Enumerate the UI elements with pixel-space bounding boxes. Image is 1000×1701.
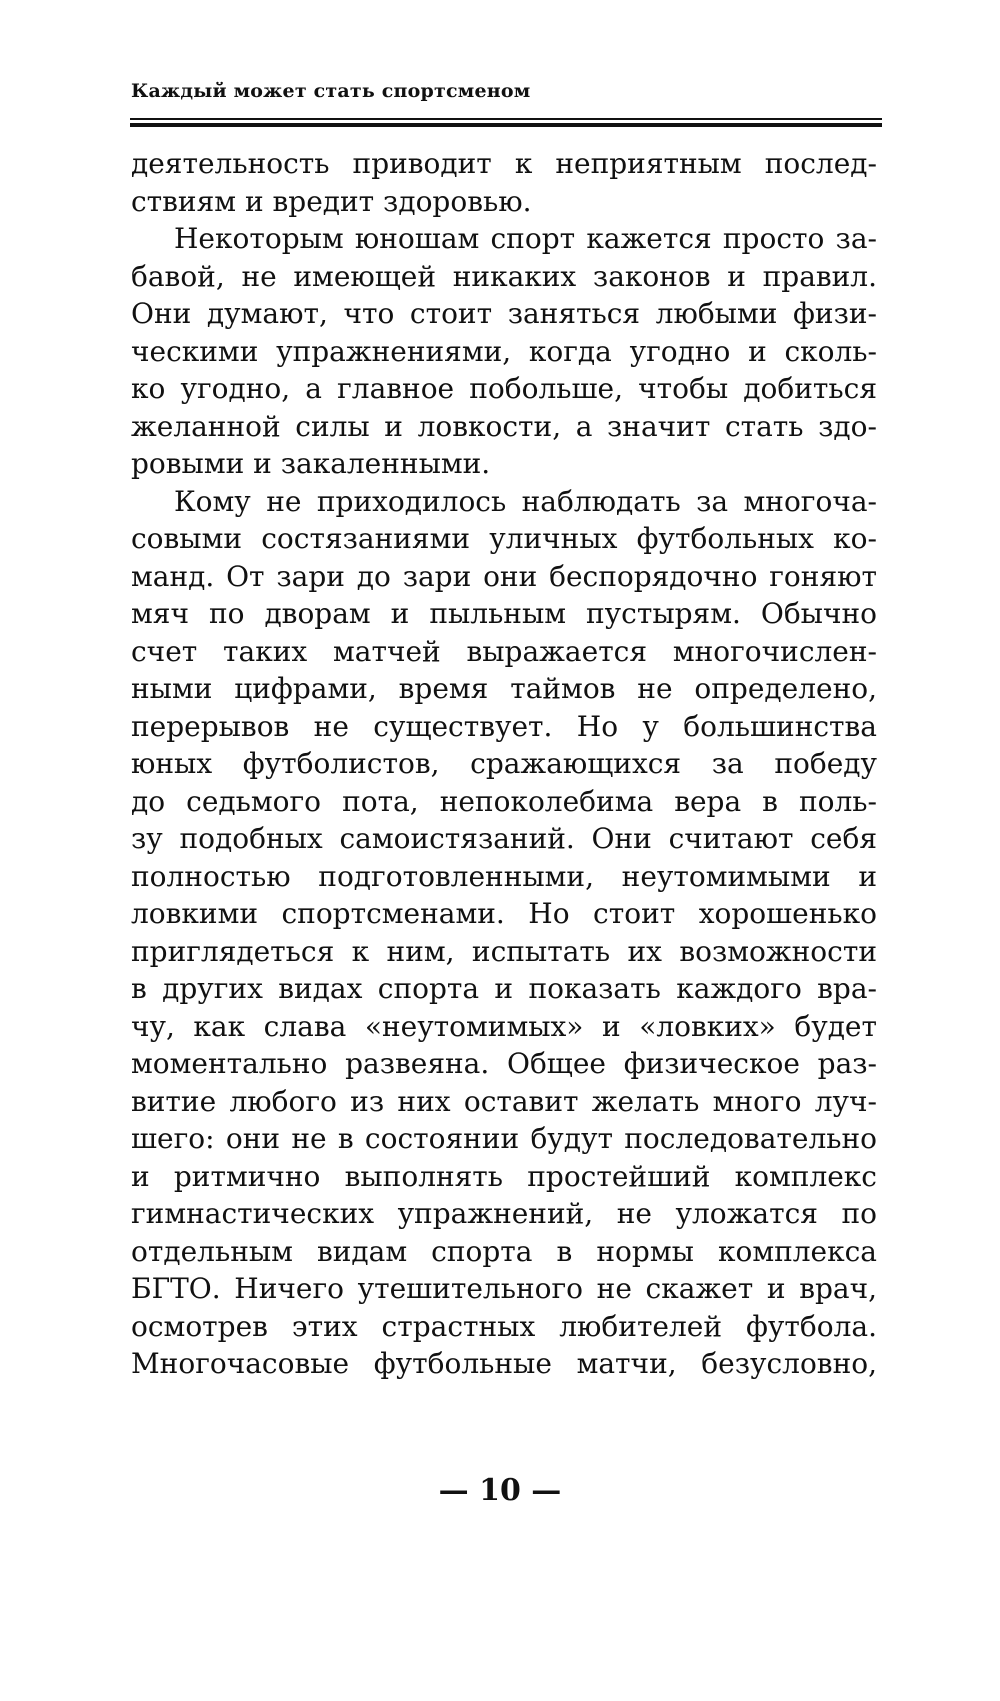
text-line: перерывов не существует. Но у большинства [131,709,877,743]
text-line: мяч по дворам и пыльным пустырям. Обычно [131,597,877,630]
text-line: Многочасовые футбольные матчи, безусловно, [131,1347,877,1380]
text-line: Кому не приходилось наблюдать за многоча- [174,484,877,518]
text-line: Некоторым юношам спорт кажется просто за- [174,222,877,255]
text-line: в других видах спорта и показать каждого вра- [131,972,877,1005]
text-line: ческими упражнениями, когда угодно и сколь- [131,334,877,368]
text-line: ровыми и закаленными. [131,447,491,480]
text-line: БГТО. Ничего утешительного не скажет и врач, [131,1272,877,1305]
text-line: до седьмого пота, непоколебима вера в поль- [131,784,877,818]
text-line: полностью подготовленными, неутомимыми и [131,859,877,893]
text-line: деятельность приводит к неприятным послед- [131,147,877,180]
text-line: шего: они не в состоянии будут последовательно [131,1122,877,1155]
text-line: осмотрев этих страстных любителей футбола. [131,1309,877,1343]
text-line: Они думают, что стоит заняться любыми физи- [131,297,877,330]
header-rule-thin [130,118,882,120]
text-line: желанной силы и ловкости, а значит стать здо- [131,409,877,443]
text-line: приглядеться к ним, испытать их возможности [131,934,877,968]
text-line: ствиям и вредит здоровью. [131,184,532,218]
text-line: витие любого из них оставит желать много луч- [131,1084,877,1118]
text-line: ко угодно, а главное побольше, чтобы добиться [131,372,877,405]
running-head: Каждый может стать спортсменом [131,80,531,102]
text-line: бавой, не имеющей никаких законов и правил. [131,259,877,293]
text-line: юных футболистов, сражающихся за победу [131,747,877,780]
header-rule-thick [130,123,882,127]
text-line: счет таких матчей выражается многочислен- [131,634,877,668]
text-line: зу подобных самоистязаний. Они считают себя [131,822,877,855]
text-line: ловкими спортсменами. Но стоит хорошенько [131,897,877,930]
text-line: ными цифрами, время таймов не определено, [131,672,877,705]
text-line: гимнастических упражнений, не уложатся по [131,1197,877,1230]
text-line: совыми состязаниями уличных футбольных ко- [131,522,877,555]
body-text [131,145,877,1383]
text-line: моментально развеяна. Общее физическое раз- [131,1047,877,1080]
page-number: — 10 — [438,1473,562,1508]
text-line: чу, как слава «неутомимых» и «ловких» будет [131,1009,877,1043]
text-line: манд. От зари до зари они беспорядочно гоняют [131,559,877,593]
text-line: и ритмично выполнять простейший комплекс [131,1159,877,1193]
text-line: отдельным видам спорта в нормы комплекса [131,1234,877,1268]
